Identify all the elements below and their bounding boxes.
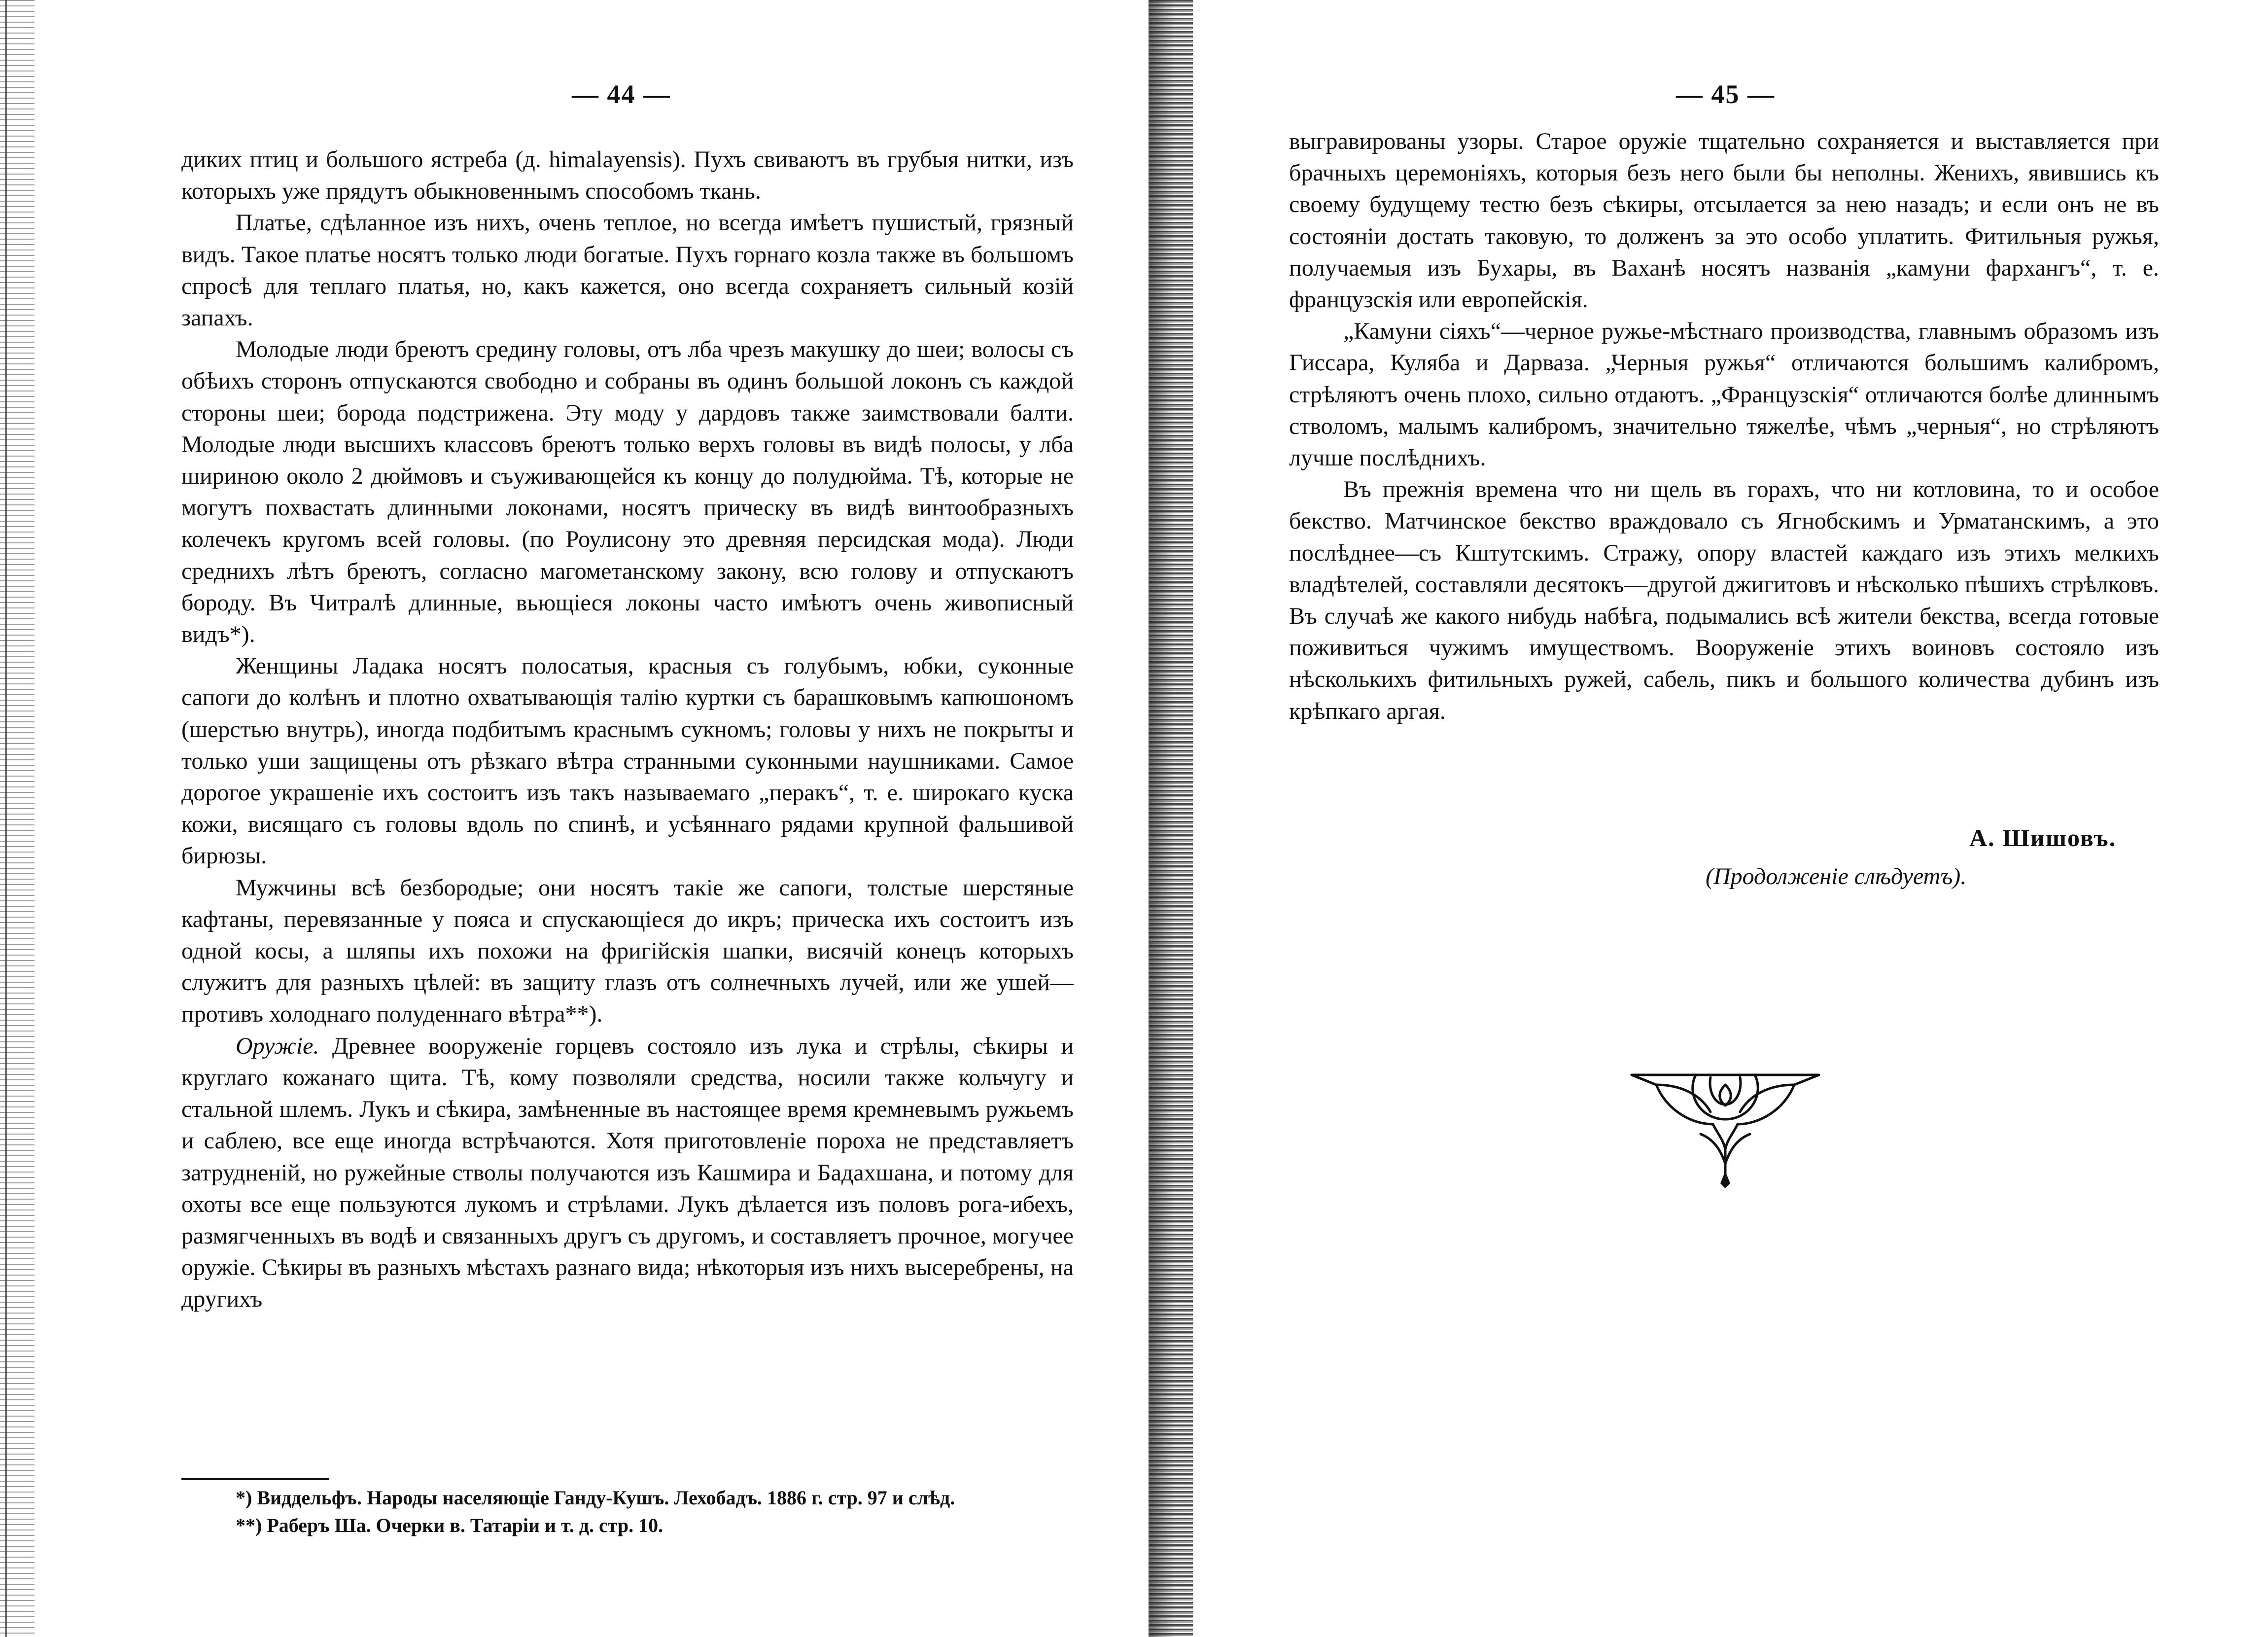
page-number: — 45 — xyxy=(1676,79,1775,109)
ornament-icon xyxy=(1627,1065,1824,1193)
right-page xyxy=(1193,0,2268,1637)
paragraph-weapons xyxy=(181,1031,1074,1316)
footnote: *) Виддельфъ. Народы населяющіе Ганду-Кушъ. Лехобадъ. 1886 г. стр. 97 и слѣд. xyxy=(236,1487,955,1509)
paragraph: „Камуни сіяхъ“—черное ружье-мѣстнаго производства, главнымъ образомъ изъ Гиссара, Куляба и Дарваза. „Черныя ружья“ отличаются большимъ калибромъ, стрѣляютъ очень плохо, сильно отдаютъ. „Французскія“ отличаются болѣе длиннымъ стволомъ, малымъ калибромъ, значительно тяжелѣе, чѣмъ „черныя“, но стрѣляютъ лучше послѣднихъ. xyxy=(1289,318,2159,471)
paragraph: Платье, сдѣланное изъ нихъ, очень теплое, но всегда имѣетъ пушистый, грязный видъ. Такое платье носятъ только люди богатые. Пухъ горнаго козла также въ большомъ спросѣ для теплаго платья, но, какъ кажется, оно всегда сохраняетъ сильный козій запахъ. xyxy=(181,210,1074,331)
paragraph: диких птиц и большого ястреба (д. himalayensis). Пухъ свиваютъ въ грубыя нитки, изъ которыхъ уже прядутъ обыкновеннымъ способомъ ткань. xyxy=(181,146,1074,205)
main-text xyxy=(1289,126,2159,727)
page-number: — 44 — xyxy=(572,79,671,109)
paragraph: Женщины Ладака носятъ полосатыя, красныя съ голубымъ, юбки, суконные сапоги до колѣнъ и плотно охватывающія талію куртки съ барашковымъ капюшономъ (шерстью внутрь), иногда подбитымъ краснымъ сукномъ; головы у нихъ не покрыты и только уши защищены отъ рѣзкаго вѣтра странными суконными наушниками. Самое дорогое украшеніе ихъ состоитъ изъ такъ называемаго „перакъ“, т. е. широкаго куска кожи, висящаго съ головы вдоль по спинѣ, и усѣяннаго рядами крупной фальшивой бирюзы. xyxy=(181,653,1074,869)
weapons-heading: Оружіе. xyxy=(236,1032,319,1059)
paragraph-weapons-text: Древнее вооруженіе горцевъ состояло изъ лука и стрѣлы, сѣкиры и круглаго кожанаго щита. Тѣ, кому позволяли средства, носили также кольчугу и стальной шлемъ. Лукъ и сѣкира, замѣненные въ настоящее время кремневымъ ружьемъ и саблею, все еще иногда встрѣчаются. Хотя приготовленіе пороха не представляетъ затрудненій, но ружейные стволы получаются изъ Кашмира и Бадахшана, и потому для охоты все еще пользуются лукомъ и стрѣлами. Лукъ дѣлается изъ половъ рога-ибехъ, размягченныхъ въ водѣ и связанныхъ другъ съ другомъ, и составляетъ прочное, могучее оружіе. Сѣкиры въ разныхъ мѣстахъ разнаго вида; нѣкоторыя изъ нихъ высеребрены, на другихъ xyxy=(181,1032,1074,1313)
main-text xyxy=(181,144,1074,1316)
footnote-divider xyxy=(181,1478,329,1480)
author-signature: А. Шишовъ. xyxy=(1969,824,2117,852)
paragraph: Мужчины всѣ безбородые; они носятъ такіе же сапоги, толстые шерстяные кафтаны, перевязанные у пояса и спускающіеся до икръ; прическа ихъ состоитъ изъ одной косы, а шляпы ихъ похожи на фригійскія шапки, висячій конецъ которыхъ служитъ для разныхъ цѣлей: въ защиту глазъ отъ солнечныхъ лучей, или же ушей—противъ холоднаго полуденнаго вѣтра**). xyxy=(181,874,1074,1028)
footnote: **) Раберъ Ша. Очерки в. Татаріи и т. д. стр. 10. xyxy=(236,1514,663,1536)
paragraph: Молодые люди бреютъ средину головы, отъ лба чрезъ макушку до шеи; волосы съ обѣихъ сторонъ отпускаются свободно и собраны въ одинъ большой локонъ съ каждой стороны шеи; борода подстрижена. Эту моду у дардовъ также заимствовали балти. Молодые люди высшихъ классовъ бреютъ только верхъ головы въ видѣ полосы, у лба шириною около 2 дюймовъ и съуживающейся къ концу до полудюйма. Тѣ, которые не могутъ похвастать длинными локонами, носятъ прическу въ видѣ винтообразныхъ колечекъ кругомъ всей головы. (по Роулисону это древняя персидская мода). Люди среднихъ лѣтъ бреютъ, согласно магометанскому закону, всю голову и отпускаютъ бороду. Въ Читралѣ длинные, вьющіеся локоны часто имѣютъ очень живописный видъ*). xyxy=(181,336,1074,648)
footnotes xyxy=(181,1484,1074,1539)
book-gutter xyxy=(1149,0,1193,1637)
paragraph: Въ прежнія времена что ни щель въ горахъ, что ни котловина, то и особое бекство. Матчинское бекство враждовало съ Ягнобскимъ и Урматанскимъ, а это послѣднее—съ Кштутскимъ. Стражу, опору властей каждаго изъ этихъ мелкихъ владѣтелей, составляли десятокъ—другой джигитовъ и нѣсколько пѣшихъ стрѣлковъ. Въ случаѣ же какого нибудь набѣга, подымались всѣ жители бекства, всегда готовые поживиться чужимъ имуществомъ. Вооруженіе этихъ воиновъ состояло изъ нѣсколькихъ фитильныхъ ружей, сабель, пикъ и большого количества дубинъ изъ крѣпкаго аргая. xyxy=(1289,476,2159,724)
continuation-note: (Продолженіе слѣдуетъ). xyxy=(1706,863,1967,890)
paragraph: выгравированы узоры. Старое оружіе тщательно сохраняется и выставляется при брачныхъ церемоніяхъ, которыя безъ него были бы неполны. Женихъ, явившись къ своему будущему тестю безъ сѣкиры, отсылается за нею назадъ; и если онъ не въ состояніи достать таковую, то долженъ за это особо уплатить. Фитильныя ружья, получаемыя изъ Бухары, въ Ваханѣ носятъ названія „камуни фархангъ“, т. е. французскія или европейскія. xyxy=(1289,128,2159,313)
